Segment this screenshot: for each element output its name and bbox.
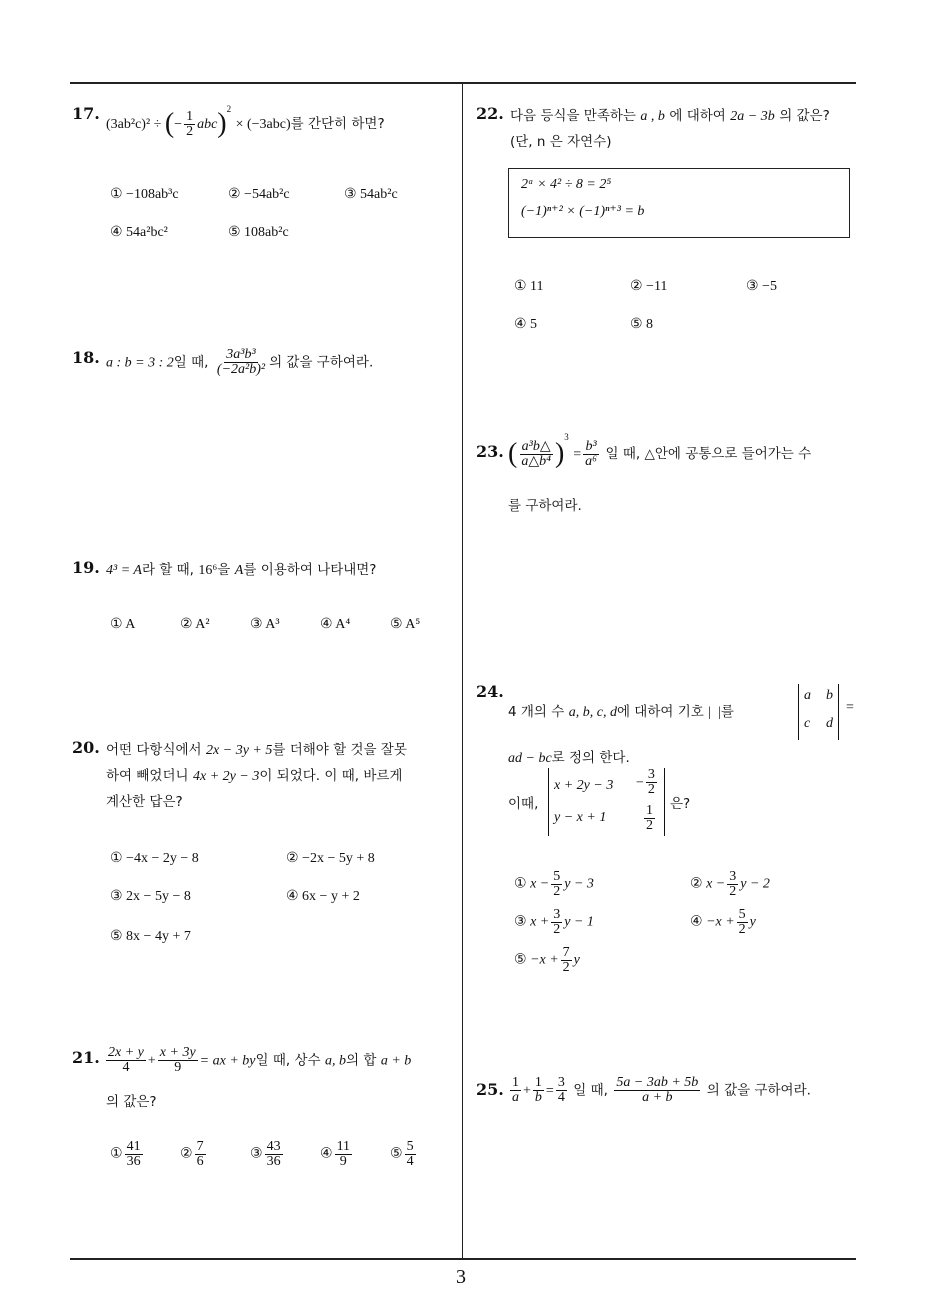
question-text-line-2: ad − bc로 정의 한다. [508,750,630,766]
question-number: 24. [476,682,504,701]
question-text-line-2: 의 값은? [106,1094,157,1110]
fraction: $\frac{5a - 3ab + 5b}{a + b}$ [616,1075,699,1105]
option-4[interactable]: ④ −x + $\frac{5}{2}$ y [690,907,756,937]
option-4[interactable]: ④ A⁴ [320,617,351,632]
question-text-line-2: 하여 빼었더니 4x + 2y − 3이 되었다. 이 때, 바르게 [106,768,403,784]
option-1[interactable]: ① x − $\frac{5}{2}$ y − 3 [514,869,594,899]
question-text-line-1: 어떤 다항식에서 2x − 3y + 5를 더해야 할 것을 잘못 [106,742,407,758]
option-3[interactable]: ③ −5 [746,279,777,294]
option-2[interactable]: ② x − $\frac{3}{2}$ y − 2 [690,869,770,899]
option-5[interactable]: ⑤ 108ab²c [228,225,289,240]
equation-1: 2ᵃ × 4² ÷ 8 = 2⁵ [521,177,612,192]
option-4[interactable]: ④ 54a²bc² [110,225,168,240]
option-2[interactable]: ② A² [180,617,210,632]
option-3[interactable]: ③ $\frac{43}{36}$ [250,1139,281,1169]
question-text: $\frac{2x + y}{4}$ + $\frac{x + 3y}{9}$ = ax + by일 때, 상수 a, b의 합 a + b [108,1045,412,1075]
option-5[interactable]: ⑤ 8 [630,317,654,332]
option-2[interactable]: ② −54ab²c [228,187,290,202]
option-5[interactable]: ⑤ −x + $\frac{7}{2}$ y [514,945,580,975]
question-text: (3ab²c)² ÷ (− $\frac{1}{2}$ abc)$^2$ × (−3abc)를 간단히 하면? [106,104,385,139]
option-1[interactable]: ① −4x − 2y − 8 [110,851,199,866]
fraction: $\frac{x + 3y}{9}$ [159,1045,196,1075]
question-text-line-2: 를 구하여라. [508,498,582,514]
question-text-line-3: 계산한 답은? [106,794,183,810]
question-number: 23. [476,442,504,461]
fraction: $\frac{2x + y}{4}$ [108,1045,144,1075]
question-number: 20. [72,738,100,757]
column-divider [462,83,463,1259]
question-text-line-1: 4 개의 수 a, b, c, d에 대하여 기호 | |를 [508,704,734,720]
option-1[interactable]: ① 11 [514,279,544,294]
option-2[interactable]: ② $\frac{7}{6}$ [180,1139,204,1169]
fraction: $\frac{\text{a³b△}}{\text{a△b⁴}}$ [521,438,551,469]
question-number: 22. [476,104,504,123]
question-number: 18. [72,348,100,367]
question-text-line-1: 다음 등식을 만족하는 a , b 에 대하여 2a − 3b 의 값은? [510,108,830,124]
option-4[interactable]: ④ 6x − y + 2 [286,889,360,904]
question-text: a : b = 3 : 2일 때, $\frac{\text{3a³b³}}{\text{(−2a²b)²}}$ 의 값을 구하여라. [106,347,374,377]
option-5[interactable]: ⑤ 8x − 4y + 7 [110,929,191,944]
option-3[interactable]: ③ A³ [250,617,280,632]
option-4[interactable]: ④ 5 [514,317,538,332]
question-text: ( $\frac{\text{a³b△}}{\text{a△b⁴}}$ )$^3$ = $\frac{\text{b³}}{\text{a⁶}}$ 일 때, △안에 공통으로 들어가는 수 [508,432,812,469]
option-5[interactable]: ⑤ $\frac{5}{4}$ [390,1139,414,1169]
option-1[interactable]: ① −108ab³c [110,187,179,202]
question-number: 25. [476,1080,504,1099]
expression: (3ab²c)² ÷ [106,117,165,132]
fraction: $\frac{\text{b³}}{\text{a⁶}}$ [585,438,598,469]
option-3[interactable]: ③ x + $\frac{3}{2}$ y − 1 [514,907,594,937]
option-5[interactable]: ⑤ A⁵ [390,617,421,632]
question-number: 21. [72,1048,100,1067]
fraction: $\frac{1}{2}$ [186,108,194,139]
matrix-bar-right [664,768,665,836]
option-2[interactable]: ② −2x − 5y + 8 [286,851,375,866]
option-3[interactable]: ③ 2x − 5y − 8 [110,889,191,904]
option-4[interactable]: ④ $\frac{11}{9}$ [320,1139,351,1169]
equation-2: (−1)ⁿ⁺² × (−1)ⁿ⁺³ = b [521,204,645,219]
page-number: 3 [456,1266,466,1288]
question-text-line-2: (단, n 은 자연수) [510,134,612,150]
matrix-bar-left [548,768,549,836]
question-text: $\frac{1}{a}$ + $\frac{1}{b}$ = $\frac{3}{4}$ 일 때, $\frac{5a - 3ab + 5b}{a + b}$ 의 값을 구하여라. [512,1075,811,1105]
bottom-rule [70,1258,856,1260]
determinant-bar-right [838,684,839,740]
option-3[interactable]: ③ 54ab²c [344,187,398,202]
fraction: $\frac{\text{3a³b³}}{\text{(−2a²b)²}}$ [216,347,266,377]
question-text: 4³ = A라 할 때, 16⁶을 A를 이용하여 나타내면? [106,562,377,578]
option-1[interactable]: ① $\frac{41}{36}$ [110,1139,141,1169]
option-2[interactable]: ② −11 [630,279,668,294]
question-number: 19. [72,558,100,577]
determinant-bar-left [798,684,799,740]
option-1[interactable]: ① A [110,617,136,632]
question-number: 17. [72,104,100,123]
equation-box [508,168,850,238]
